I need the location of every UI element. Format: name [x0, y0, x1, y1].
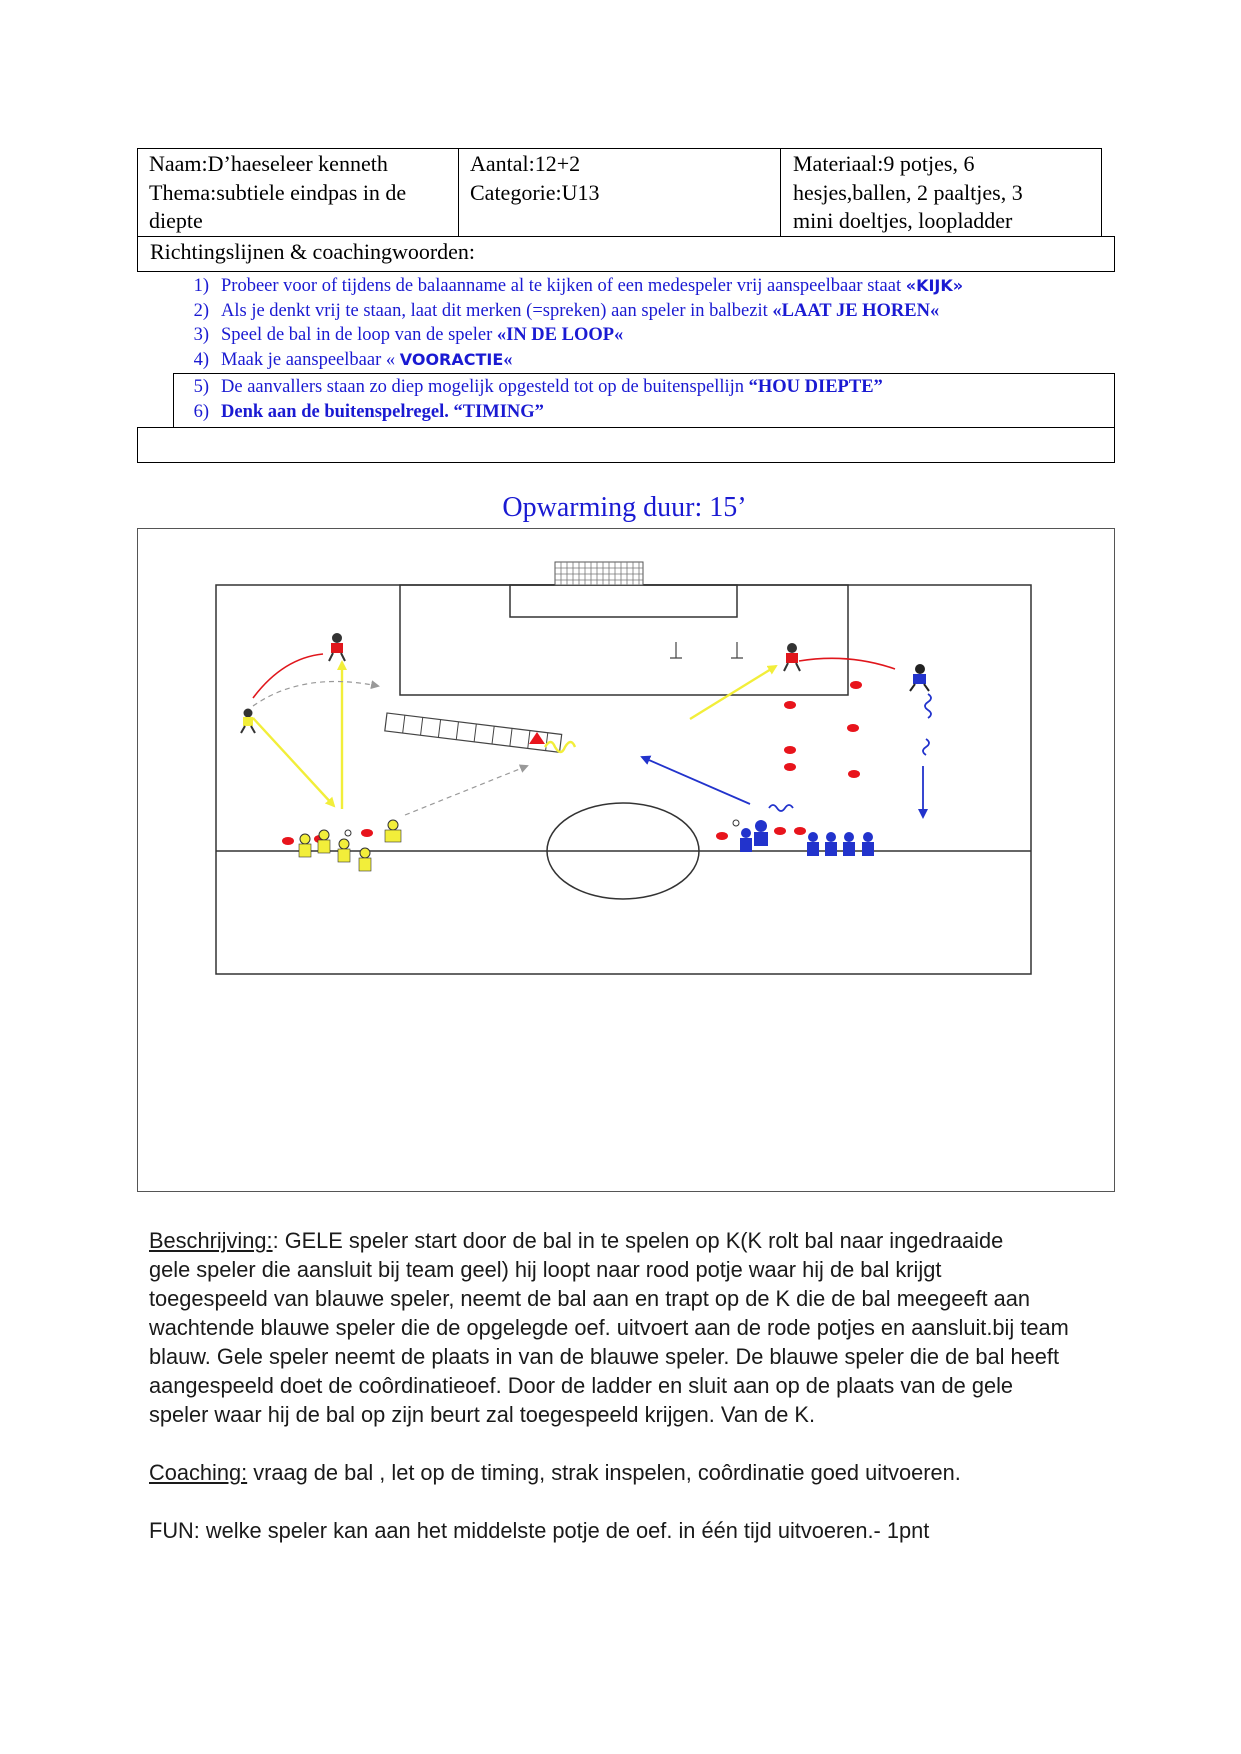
description-line	[149, 1226, 1109, 1255]
header-cell-aantal	[459, 149, 781, 236]
description-line: speler waar hij de bal op zijn beurt zal toegespeeld krijgen. Van de K.	[149, 1402, 816, 1427]
coaching-label: Coaching:	[149, 1460, 248, 1485]
item-text: Als je denkt vrij te staan, laat dit merken (=spreken) aan speler in balbezit	[221, 300, 773, 321]
list-item	[137, 299, 963, 324]
red-player-icon	[329, 633, 345, 661]
item-text: De aanvallers staan zo diep mogelijk opgesteld tot op de buitenspellijn	[221, 377, 749, 397]
item-text: Maak je aanspeelbaar «	[221, 349, 400, 370]
materiaal-text-2: hesjes,ballen, 2 paaltjes, 3	[793, 179, 1023, 205]
description	[149, 1226, 1109, 1429]
richtlijnen-title: Richtingslijnen & coachingwoorden:	[137, 236, 1115, 272]
item-number: 3)	[193, 325, 209, 345]
description-line: aangespeeld doet de coôrdinatieoef. Door de ladder en sluit aan op de plaats van de gele	[149, 1373, 1014, 1398]
cone-icon	[529, 732, 545, 744]
item-number: 6)	[193, 401, 209, 422]
red-cones	[282, 681, 862, 845]
description-line: toegespeeld van blauwe speler, neemt de bal aan en trapt op de K die de bal meegeeft aan	[149, 1286, 1030, 1311]
section-title	[0, 492, 1241, 524]
item-text: Speel de bal in de loop van de speler	[221, 325, 497, 345]
list-item	[137, 274, 963, 299]
header-cell-naam	[138, 149, 459, 236]
coaching-list-2	[137, 375, 883, 424]
blue-player-icon	[910, 664, 929, 691]
categorie-text: Categorie:U13	[470, 179, 600, 205]
item-keyword: «LAAT JE HOREN«	[772, 300, 940, 321]
post-icons	[670, 642, 743, 658]
naam-text: Naam:D’haeseleer kenneth	[149, 151, 388, 176]
description-line: wachtende blauwe speler die de opgelegde oef. uitvoert aan de rode potjes en aansluit.bij team	[149, 1315, 1069, 1340]
materiaal-text-1: Materiaal:9 potjes, 6	[793, 151, 975, 176]
description-label: Beschrijving:	[149, 1228, 273, 1253]
item-keyword: VOORACTIE	[399, 349, 504, 369]
item-keyword: Denk aan de buitenspelregel. “TIMING”	[221, 401, 544, 422]
list-item	[137, 323, 963, 348]
field-diagram	[137, 528, 1115, 1192]
list-item	[137, 400, 883, 425]
description-line: blauw. Gele speler neemt de plaats in van de blauwe speler. De blauwe speler die de bal heeft	[149, 1344, 1059, 1369]
coaching-list-1	[137, 274, 963, 372]
coaching-line	[149, 1460, 961, 1486]
item-keyword: «KIJK»	[905, 276, 964, 295]
materiaal-text-3: mini doeltjes, loopladder	[793, 208, 1013, 233]
fun-line: FUN: welke speler kan aan het middelste potje de oef. in één tijd uitvoeren.- 1pnt	[149, 1518, 930, 1543]
thema-text-2: diepte	[149, 208, 203, 233]
item-number: 2)	[193, 300, 209, 321]
aantal-text: Aantal:12+2	[470, 151, 581, 176]
empty-row	[137, 427, 1115, 463]
coaching-text: vraag de bal , let op de timing, strak inspelen, coôrdinatie goed uitvoeren.	[247, 1460, 961, 1485]
item-number: 4)	[193, 349, 209, 370]
description-text: : GELE speler start door de bal in te spelen op K(K rolt bal naar ingedraaide	[272, 1228, 1004, 1253]
red-player-icon	[784, 643, 800, 671]
pitch	[216, 562, 1031, 974]
item-keyword: «IN DE LOOP«	[496, 325, 624, 345]
header-cell-materiaal	[781, 149, 1101, 236]
item-number: 1)	[193, 276, 209, 296]
item-keyword-tail: «	[503, 349, 513, 370]
dashed-runs	[253, 682, 527, 816]
header-table	[137, 148, 1102, 237]
item-number: 5)	[193, 377, 209, 397]
yellow-player-icon	[241, 709, 255, 734]
blue-passes	[642, 694, 931, 817]
item-text: Probeer voor of tijdens de balaanname al te kijken of een medespeler vrij aanspeelbaar staat	[221, 276, 906, 296]
section-title-text: Opwarming duur: 15’	[502, 492, 747, 523]
thema-text-1: Thema:subtiele eindpas in de	[149, 179, 407, 205]
yellow-passes	[253, 662, 776, 809]
list-item	[137, 375, 883, 400]
ladder-icon	[385, 713, 562, 752]
yellow-team-icons	[299, 820, 401, 871]
description-line: gele speler die aansluit bij team geel) hij loopt naar rood potje waar hij de bal krijgt	[149, 1257, 942, 1282]
item-keyword: “HOU DIEPTE”	[748, 377, 883, 397]
list-item	[137, 348, 963, 373]
red-runs	[253, 654, 895, 698]
goal-net-icon	[555, 562, 643, 585]
